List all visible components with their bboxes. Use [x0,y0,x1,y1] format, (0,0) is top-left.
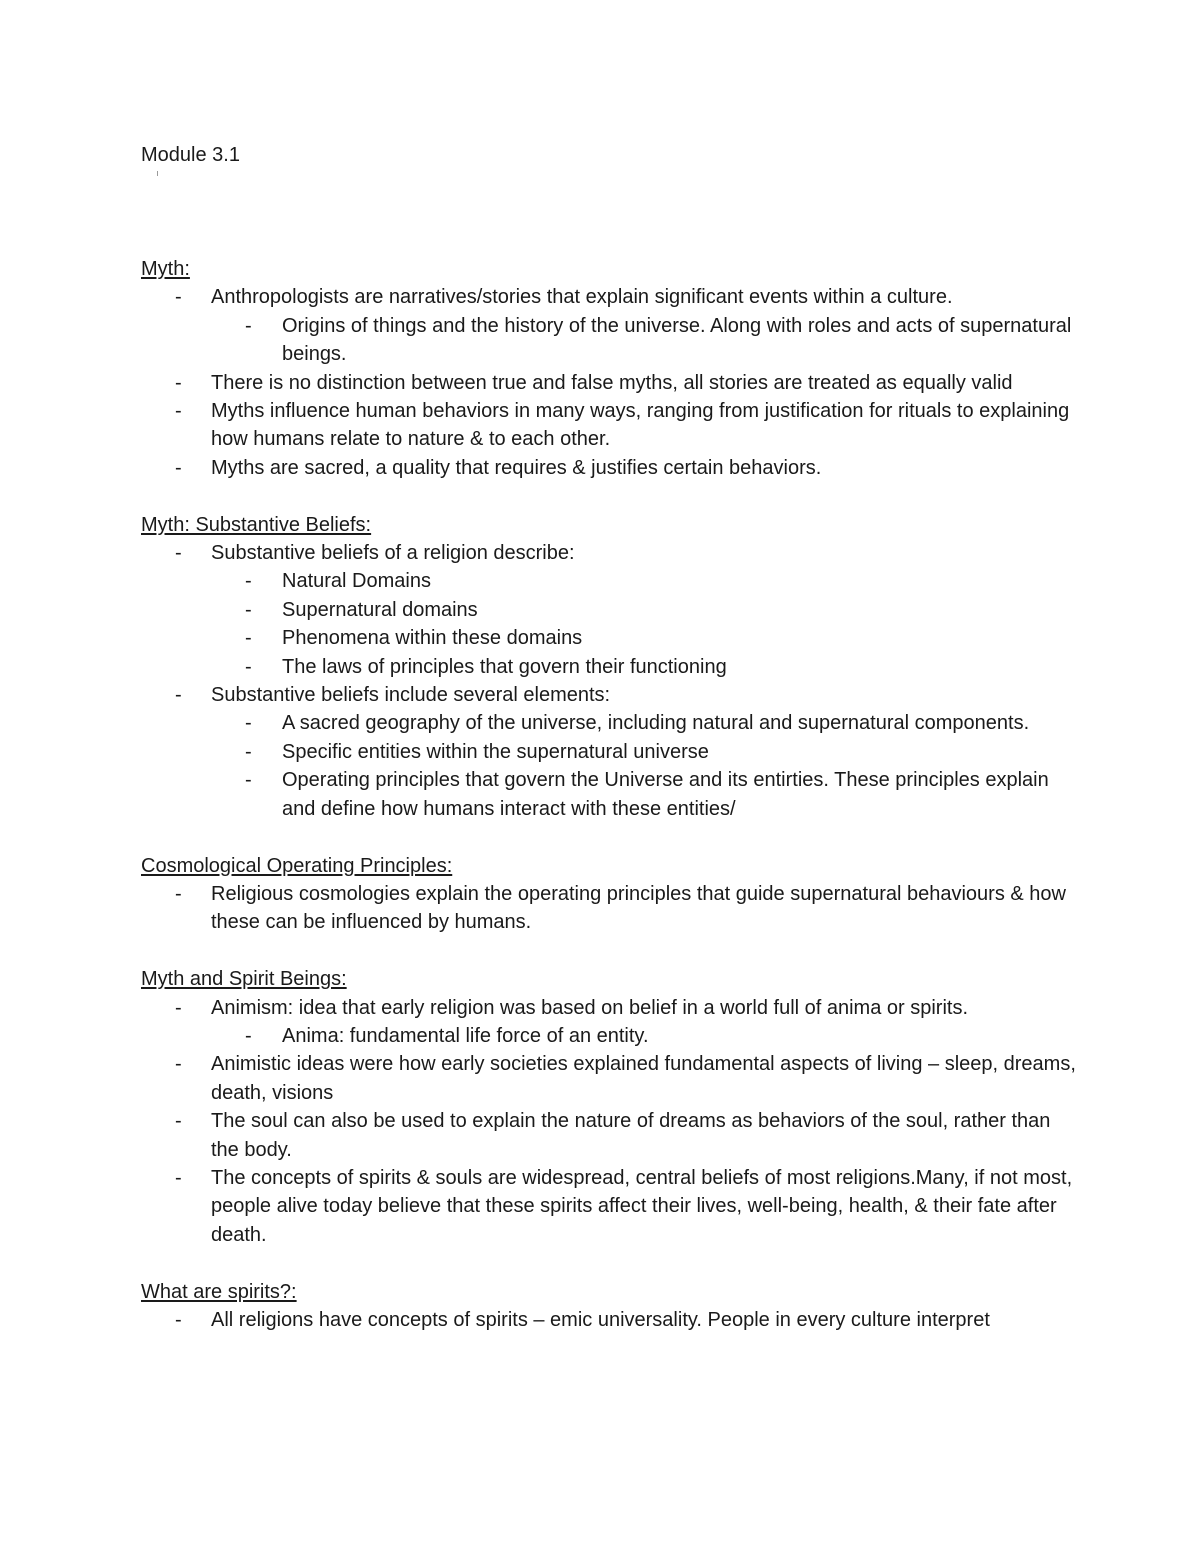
bullet-dash: - [175,542,182,565]
list-item [141,994,1081,1051]
sub-list-item-text: A sacred geography of the universe, including natural and supernatural components. [282,712,1030,735]
list-item [141,681,1081,823]
sub-list-item [211,312,1081,369]
cursor-tick-mark [157,171,158,176]
bullet-dash: - [245,627,252,650]
bullet-dash: - [175,684,182,707]
bullet-dash: - [245,570,252,593]
document-title: Module 3.1 [141,144,240,166]
list-item-text: Substantive beliefs include several elements: [211,684,611,707]
sub-list-item-text: Specific entities within the supernatural universe [282,740,709,763]
sub-list-item-text: Anima: fundamental life force of an entity. [282,1024,649,1047]
list-item-text: Myths are sacred, a quality that requires & justifies certain behaviors. [211,456,822,479]
list-item [141,880,1081,937]
bullet-dash: - [245,598,252,621]
sub-list-item [211,567,1081,595]
sub-list-item-text: Phenomena within these domains [282,627,583,650]
section-heading: Cosmological Operating Principles: [141,854,453,877]
bullet-dash: - [245,769,252,792]
bullet-dash: - [175,456,182,479]
bullet-dash: - [245,1024,252,1047]
list-item-text: Substantive beliefs of a religion describe: [211,542,575,565]
sub-list-item-text: Operating principles that govern the Universe and its entirties. These principles explain and define how humans interact with these entities/ [282,769,1049,820]
list-item-text: The soul can also be used to explain the nature of dreams as behaviors of the soul, rather than the body. [211,1110,1051,1161]
list-item [141,454,1081,482]
list-item [141,1164,1081,1249]
section-heading: Myth and Spirit Beings: [141,968,347,991]
list-item-text: The concepts of spirits & souls are widespread, central beliefs of most religions.Many, if not most, people alive today believe that these spirits affect their lives, well-being, health, & their fate after death. [211,1166,1073,1246]
list-item [141,1306,1081,1334]
bullet-dash: - [245,314,252,337]
bullet-list [141,880,1081,937]
list-item-text: All religions have concepts of spirits – emic universality. People in every culture interpret [211,1308,990,1331]
notes-section [141,255,1081,482]
bullet-dash: - [175,1110,182,1133]
list-item-text: Animistic ideas were how early societies explained fundamental aspects of living – sleep, dreams, death, visions [211,1053,1076,1104]
list-item-text: Animism: idea that early religion was based on belief in a world full of anima or spirits. [211,996,969,1019]
sub-bullet-list [211,312,1081,369]
bullet-dash: - [175,1053,182,1076]
list-item-text: Religious cosmologies explain the operating principles that guide supernatural behaviours & how these can be influenced by humans. [211,882,1066,934]
section-heading: Myth: [141,258,190,280]
bullet-dash: - [175,882,182,905]
list-item [141,283,1081,368]
bullet-list [141,1306,1081,1334]
sub-list-item-text: Natural Domains [282,570,431,593]
list-item-text: There is no distinction between true and false myths, all stories are treated as equally valid [211,371,1013,394]
notes-section [141,511,1081,823]
bullet-dash: - [175,400,182,423]
sub-list-item [211,596,1081,624]
sub-bullet-list [211,567,1081,681]
bullet-list [141,283,1081,482]
list-item-text: Anthropologists are narratives/stories that explain significant events within a culture. [211,286,953,309]
section-heading: What are spirits?: [141,1280,297,1303]
bullet-dash: - [175,371,182,394]
sub-list-item [211,766,1081,823]
list-item [141,397,1081,454]
sub-list-item [211,653,1081,681]
section-heading: Myth: Substantive Beliefs: [141,513,372,536]
sub-list-item-text: Origins of things and the history of the universe. Along with roles and acts of supernatural beings. [282,314,1072,366]
sub-bullet-list [211,1022,1081,1050]
notes-section [141,1278,1081,1335]
document-body [141,255,1081,1334]
bullet-dash: - [175,996,182,1019]
bullet-dash: - [175,1308,182,1331]
sub-list-item-text: Supernatural domains [282,598,478,621]
list-item [141,539,1081,681]
sub-list-item [211,624,1081,652]
sub-list-item [211,1022,1081,1050]
notes-section [141,965,1081,1249]
sub-list-item-text: The laws of principles that govern their functioning [282,655,727,678]
sub-list-item [211,709,1081,737]
bullet-list [141,994,1081,1250]
sub-list-item [211,738,1081,766]
notes-section [141,852,1081,937]
list-item [141,1107,1081,1164]
bullet-dash: - [245,712,252,735]
bullet-dash: - [245,655,252,678]
list-item [141,1050,1081,1107]
list-item [141,369,1081,397]
list-item-text: Myths influence human behaviors in many ways, ranging from justification for rituals to explaining how humans relate to nature & to each other. [211,400,1070,451]
bullet-dash: - [245,740,252,763]
bullet-dash: - [175,286,182,309]
bullet-list [141,539,1081,823]
sub-bullet-list [211,709,1081,823]
bullet-dash: - [175,1166,182,1189]
